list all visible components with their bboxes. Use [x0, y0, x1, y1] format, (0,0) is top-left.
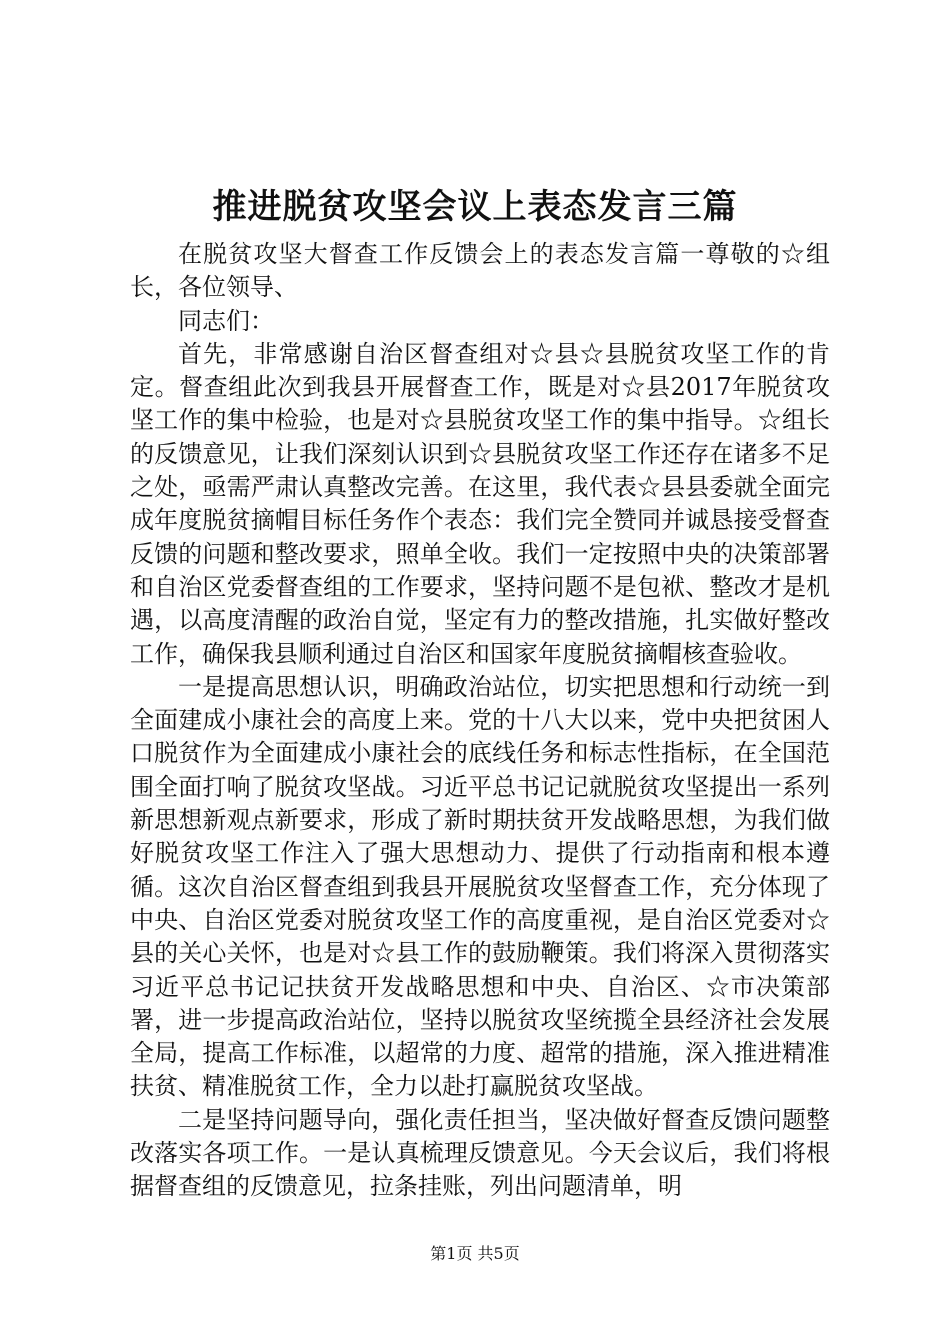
paragraph: 一是提高思想认识，明确政治站位，切实把思想和行动统一到全面建成小康社会的高度上来。党的十八大以来，党中央把贫困人口脱贫作为全面建成小康社会的底线任务和标志性指标，在全国范围全面打响了脱贫攻坚战。习近平总书记记就脱贫攻坚提出一系列新思想新观点新要求，形成了新时期扶贫开发战略思想，为我们做好脱贫攻坚工作注入了强大思想动力、提供了行动指南和根本遵循。这次自治区督查组到我县开展脱贫攻坚督查工作，充分体现了中央、自治区党委对脱贫攻坚工作的高度重视，是自治区党委对☆县的关心关怀，也是对☆县工作的鼓励鞭策。我们将深入贯彻落实习近平总书记记扶贫开发战略思想和中央、自治区、☆市决策部署，进一步提高政治站位，坚持以脱贫攻坚统揽全县经济社会发展全局，提高工作标准，以超常的力度、超常的措施，深入推进精准扶贫、精准脱贫工作，全力以赴打赢脱贫攻坚战。: [130, 672, 830, 1101]
paragraph: 首先，非常感谢自治区督查组对☆县☆县脱贫攻坚工作的肯定。督查组此次到我县开展督查工作，既是对☆县2017年脱贫攻坚工作的集中检验，也是对☆县脱贫攻坚工作的集中指导。☆组长的反馈意见，让我们深刻认识到☆县脱贫攻坚工作还存在诸多不足之处，亟需严肃认真整改完善。在这里，我代表☆县县委就全面完成年度脱贫摘帽目标任务作个表态：我们完全赞同并诚恳接受督查反馈的问题和整改要求，照单全收。我们一定按照中央的决策部署和自治区党委督查组的工作要求，坚持问题不是包袱、整改才是机遇，以高度清醒的政治自觉，坚定有力的整改措施，扎实做好整改工作，确保我县顺利通过自治区和国家年度脱贫摘帽核查验收。: [130, 339, 830, 668]
paragraph: 在脱贫攻坚大督查工作反馈会上的表态发言篇一尊敬的☆组长，各位领导、: [130, 240, 830, 302]
page-number-footer: 第1页 共5页: [430, 1244, 520, 1263]
paragraph: 同志们：: [178, 306, 274, 335]
document-body: [130, 238, 830, 1204]
paragraph: 二是坚持问题导向，强化责任担当，坚决做好督查反馈问题整改落实各项工作。一是认真梳理反馈意见。今天会议后，我们将根据督查组的反馈意见，拉条挂账，列出问题清单，明: [130, 1105, 830, 1201]
document-title: 推进脱贫攻坚会议上表态发言三篇: [212, 187, 738, 227]
